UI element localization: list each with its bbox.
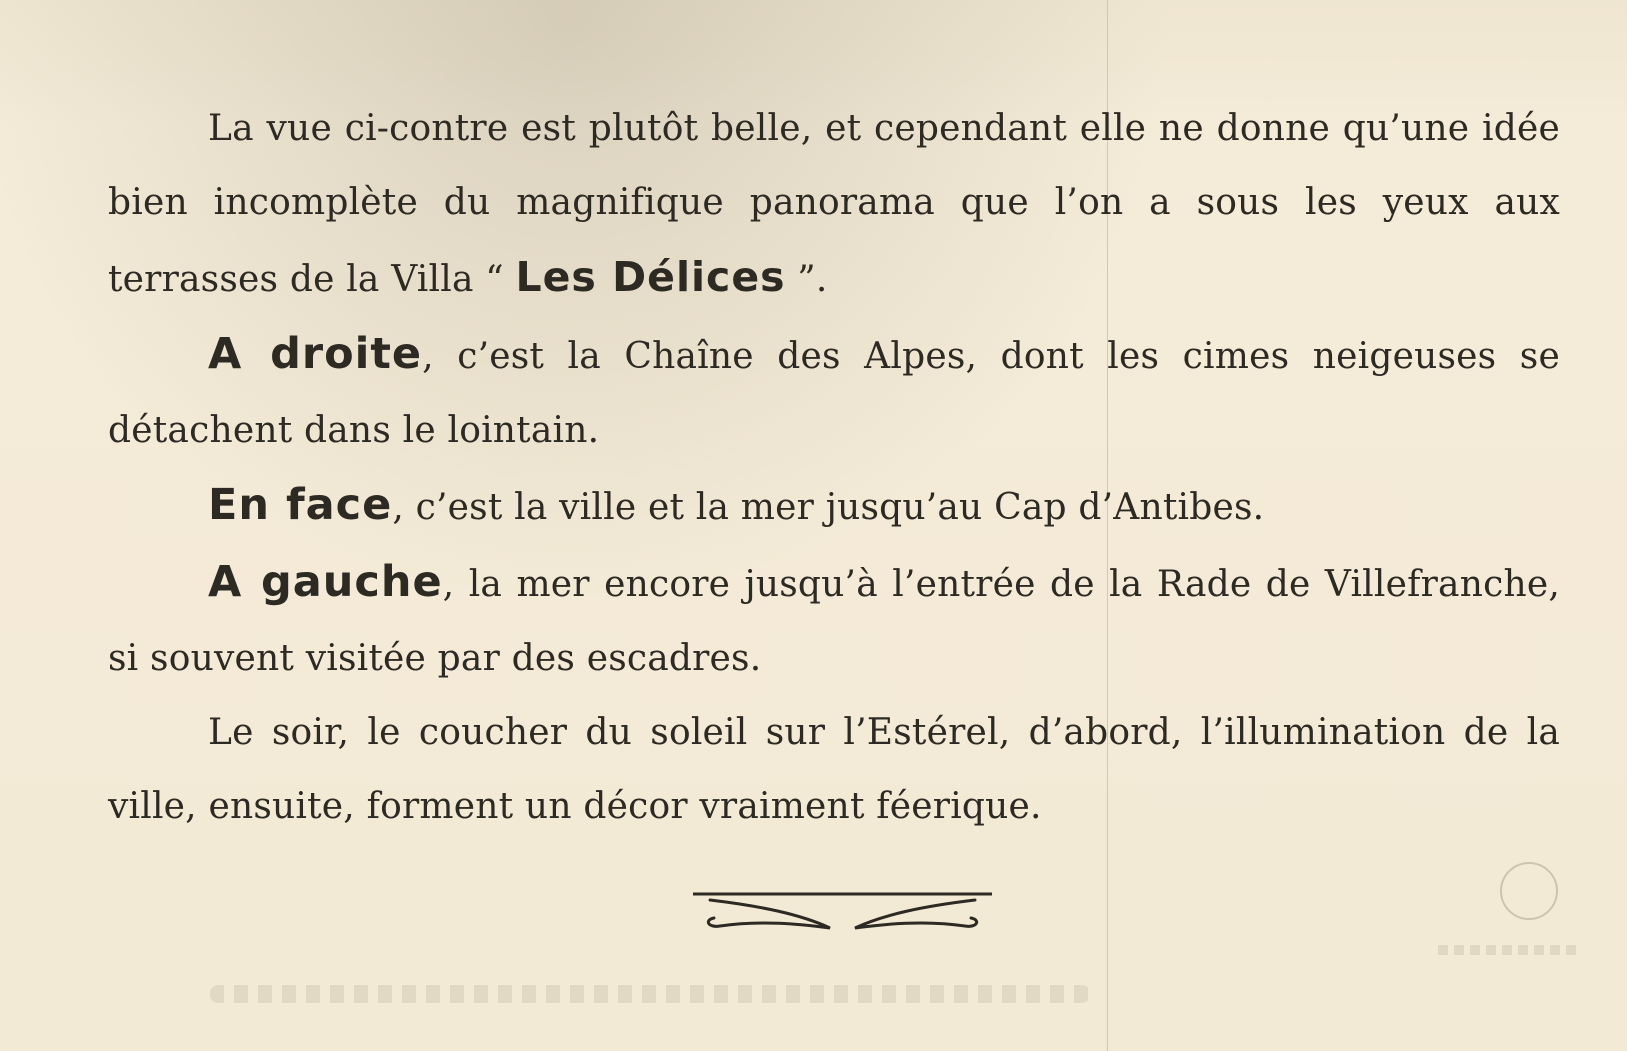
front-text: , c’est la ville et la mer jusqu’au Cap d’Antibes.: [392, 487, 1265, 528]
right-text: , c’est la Chaîne des Alpes, dont les cimes neigeuses se détachent dans le lointain.: [108, 336, 1560, 451]
lead-left: A gauche: [208, 557, 443, 607]
stamp-circle-mark: [1500, 862, 1558, 920]
paragraph-left: [108, 545, 1560, 696]
paragraph-front: [108, 468, 1560, 545]
faint-printer-mark: [1438, 945, 1578, 955]
villa-name: Les Délices: [515, 253, 786, 301]
card-text: [108, 92, 1560, 844]
lead-front: En face: [208, 480, 393, 530]
evening-text: Le soir, le coucher du soleil sur l’Estérel, d’abord, l’illumination de la ville, ensuite, forment un décor vraiment féerique.: [108, 712, 1560, 827]
decorative-ornament-icon: [690, 880, 995, 940]
intro-tail: ”.: [785, 259, 828, 300]
faint-printed-footer: [210, 985, 1090, 1003]
paragraph-right: [108, 317, 1560, 468]
left-text: , la mer encore jusqu’à l’entrée de la Rade de Villefranche, si souvent visitée par des escadres.: [108, 564, 1560, 679]
lead-right: A droite: [208, 329, 423, 379]
intro-text: La vue ci-contre est plutôt belle, et cependant elle ne donne qu’une idée bien incomplète du magnifique panorama que l’on a sous les yeux aux terrasses de la Villa “: [108, 108, 1560, 300]
paragraph-evening: [108, 696, 1560, 844]
paragraph-intro: [108, 92, 1560, 317]
